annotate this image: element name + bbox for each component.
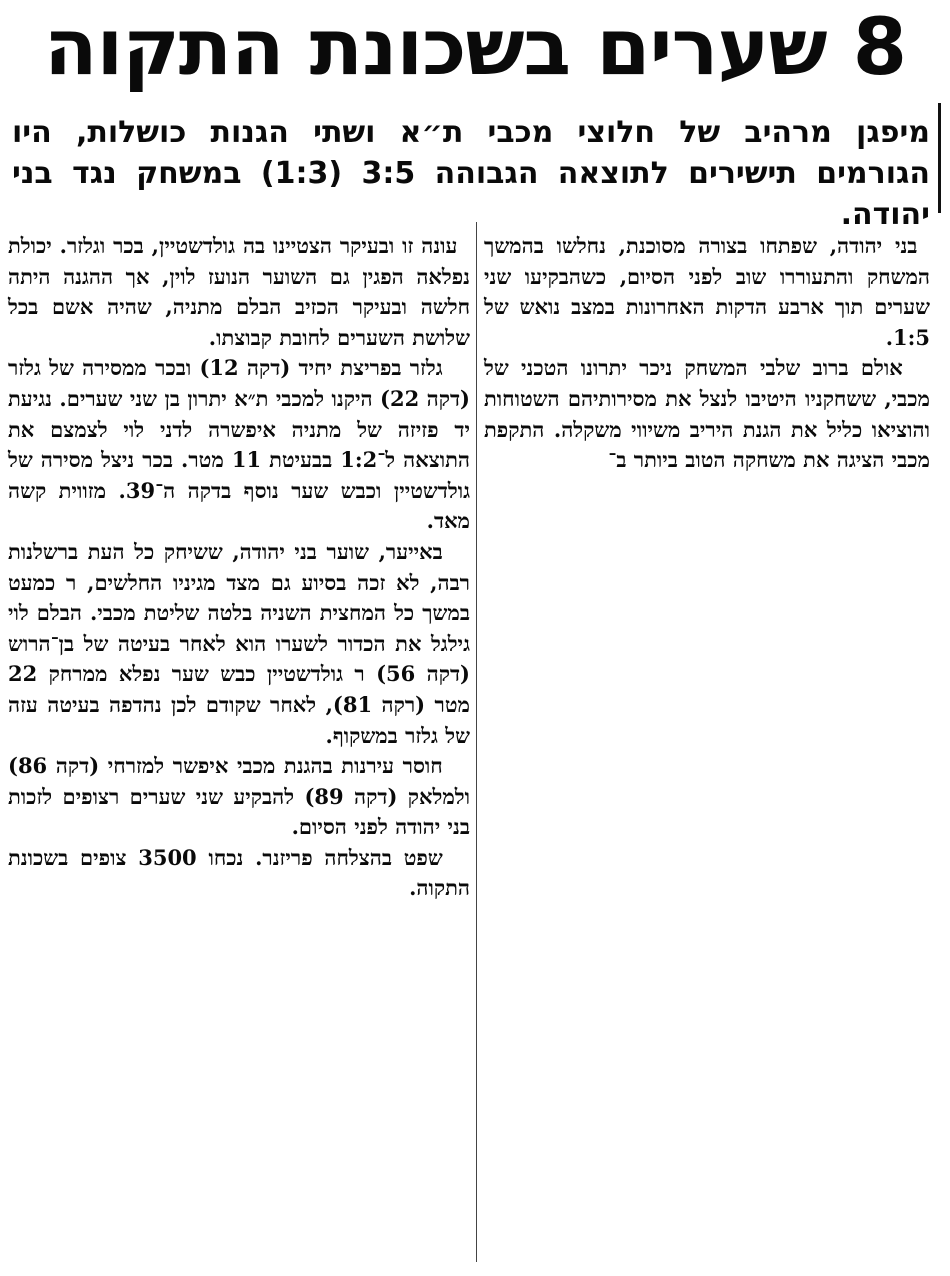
lead-paragraph: מיפגן מרהיב של חלוצי מכבי ת״א ושתי הגנות כושלות, היו הגורמים תישירים לתוצאה הגבוהה 3:5 (1:3) במשחק נגד בני יהודה. <box>12 115 931 232</box>
article-paragraph: עונה זו ובעיקר הצטיינו בה גולדשטיין, בכר וגלזר. יכולת נפלאה הפגין גם השוער הנועז לוין, אך ההגנה היתה חלשה ובעיקר הכזיב הבלם מתניה, שהיה אשם בכל שלושת השערים לחובת קבוצתו. <box>8 233 470 350</box>
article-paragraph: שפט בהצלחה פריזנר. נכחו 3500 צופים בשכונת התקוה. <box>8 844 470 901</box>
article-paragraph: באייער, שוער בני יהודה, ששיחק כל העת ברשלנות רבה, לא זכה בסיוע גם מצד מגיניו החלשים, ר כמעט במשך כל המחצית השניה בלטה שליטת מכבי. הבלם לוי גילגל את הכדור לשערו הוא לאחר בעיטה של בן־הרוש (דקה 56) ר גולדשטיין כבש שער נפלא ממרחק 22 מטר (רקה 81), לאחר שקודם לכן נהדפה בעיטה עזה של גלזר במשקוף. <box>8 538 471 748</box>
article-paragraph: בני יהודה, שפתחו בצורה מסוכנת, נחלשו בהמשך המשחק והתעוררו שוב לפני הסיום, כשהבקיעו שני שערים תוך ארבע הדקות האחרונות במצב נואש של 1:5. <box>484 233 930 350</box>
article-paragraph: אולם ברוב שלבי המשחק ניכר יתרונו הטכני של מכבי, ששחקניו היטיבו לנצל את מסירותיהם השטוחות והוציאו כליל את הגנת היריב משיווי משקלה. התקפת מכבי הציגה את משחקה הטוב ביותר ב־ <box>484 355 930 473</box>
article-column-right <box>484 231 930 476</box>
article-paragraph: גלזר בפריצת יחיד (דקה 12) ובכר ממסירה של גלזר (דקה 22) היקנו למכבי ת״א יתרון בן שני שערים. נגיעת יד פזיזה של מתניה איפשרה לדני לוי לצמצם את התוצאה ל־1:2 בבעיטת 11 מטר. בכר ניצל מסירה של גולדשטיין וכבש שער נוסף בדקה ה־39. מזווית קשה מאד. <box>8 355 470 534</box>
article-paragraph: חוסר עירנות בהגנת מכבי איפשר למזרחי (דקה 86) ולמלאק (דקה 89) להבקיע שני שערים רצופים לזכות בני יהודה לפני הסיום. <box>8 753 470 840</box>
article-column-left <box>8 231 470 904</box>
lead-rule <box>938 103 941 213</box>
column-divider <box>476 222 477 1262</box>
headline: 8 שערים בשכונת התקוה <box>43 4 907 92</box>
